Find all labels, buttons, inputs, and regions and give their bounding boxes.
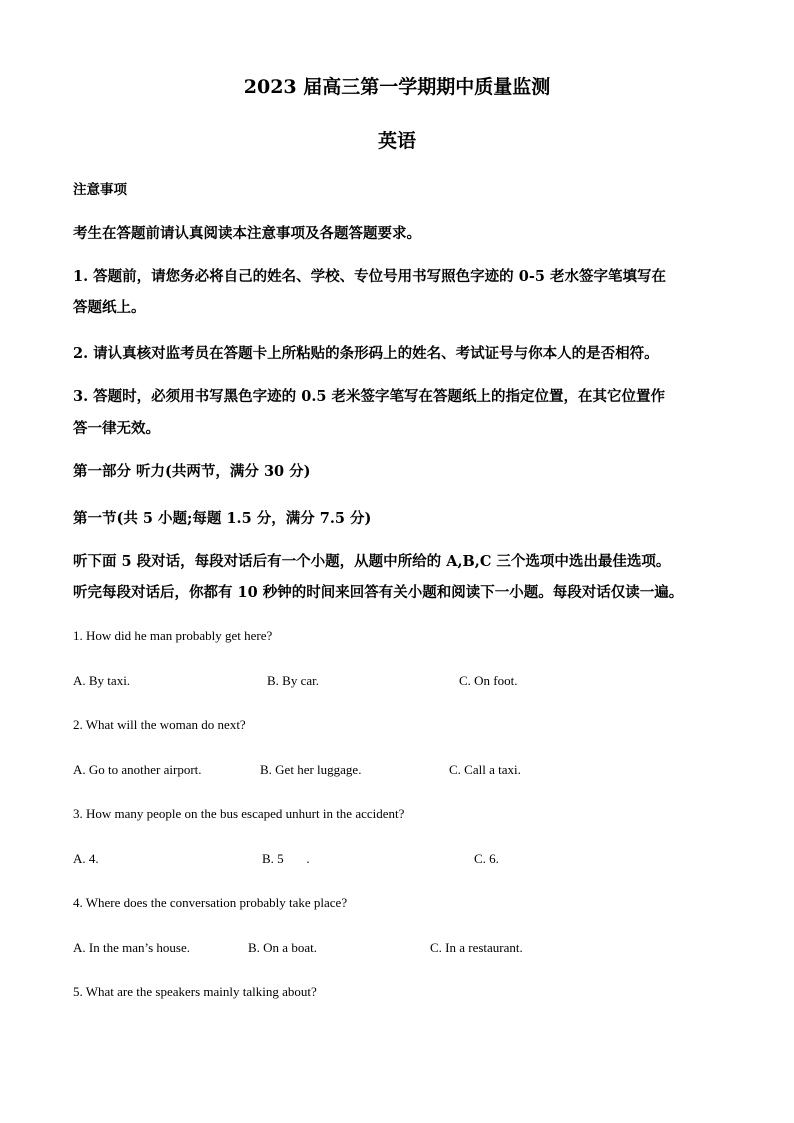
notice-intro: 考生在答题前请认真阅读本注意事项及各题答题要求。	[73, 225, 421, 242]
notice-heading: 注意事项	[73, 182, 127, 198]
question-3-stem: 3. How many people on the bus escaped unhurt in the accident?	[73, 806, 405, 821]
question-1-stem: 1. How did he man probably get here?	[73, 628, 273, 643]
notice-item-3-line-2: 答一律无效。	[73, 420, 160, 437]
notice-item-1-line-2: 答题纸上。	[73, 299, 146, 316]
instruction-line-2: 听完每段对话后，你都有 10 秒钟的时间来回答有关小题和阅读下一小题。每段对话仅读一遍。	[73, 584, 684, 601]
question-5-stem: 5. What are the speakers mainly talking about?	[73, 984, 317, 999]
question-4-option-c: C. In a restaurant.	[430, 940, 523, 955]
section1-heading: 第一节(共 5 小题;每题 1.5 分，满分 7.5 分)	[73, 510, 372, 527]
notice-item-2: 2. 请认真核对监考员在答题卡上所粘贴的条形码上的姓名、考试证号与你本人的是否相符。	[73, 345, 659, 362]
question-3-option-b: B. 5 .	[262, 851, 310, 866]
question-1-option-c: C. On foot.	[459, 673, 518, 688]
instruction-line-1: 听下面 5 段对话，每段对话后有一个小题，从题中所给的 A,B,C 三个选项中选出最佳选项。	[73, 553, 671, 570]
exam-title: 2023 届高三第一学期期中质量监测	[243, 76, 551, 98]
question-4-stem: 4. Where does the conversation probably take place?	[73, 895, 348, 910]
question-1-option-a: A. By taxi.	[73, 673, 131, 688]
question-1-option-b: B. By car.	[267, 673, 319, 688]
question-2-stem: 2. What will the woman do next?	[73, 717, 246, 732]
subject-title: 英语	[377, 130, 416, 152]
notice-item-1-line-1: 1. 答题前，请您务必将自己的姓名、学校、专位号用书写照色字迹的 0-5 老水签字笔填写在	[73, 268, 666, 285]
question-2-option-c: C. Call a taxi.	[449, 762, 521, 777]
question-2-option-b: B. Get her luggage.	[260, 762, 362, 777]
question-3-option-a: A. 4.	[73, 851, 99, 866]
notice-item-3-line-1: 3. 答题时，必须用书写黑色字迹的 0.5 老米签字笔写在答题纸上的指定位置，在其它位置作	[73, 388, 666, 405]
question-4-option-b: B. On a boat.	[248, 940, 317, 955]
question-4-option-a: A. In the man’s house.	[73, 940, 190, 955]
part1-heading: 第一部分 听力(共两节，满分 30 分)	[73, 463, 311, 480]
question-3-option-c: C. 6.	[474, 851, 499, 866]
question-2-option-a: A. Go to another airport.	[73, 762, 202, 777]
